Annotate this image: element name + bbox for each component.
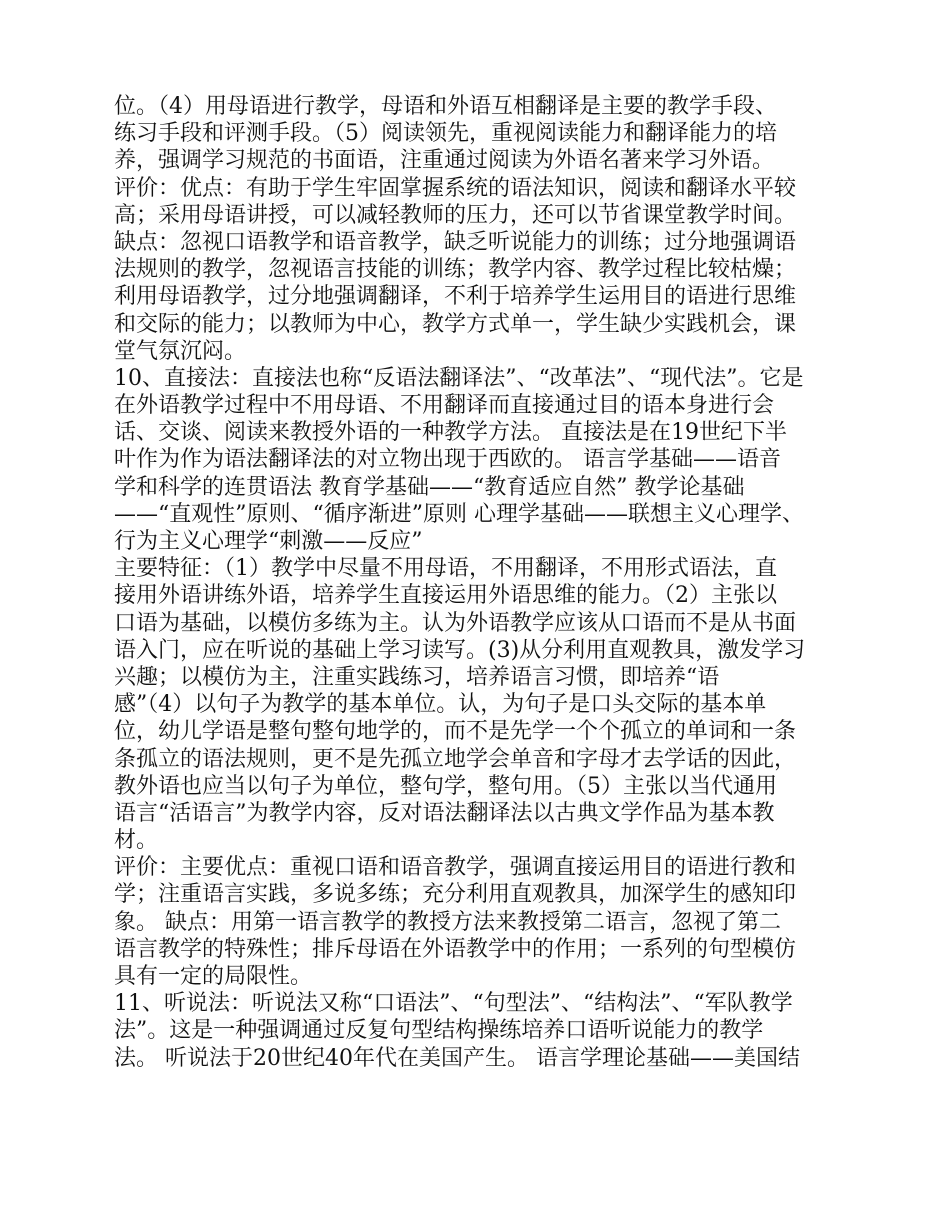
text-line: 条孤立的语法规则，更不是先孤立地学会单音和字母才去学话的因此，	[114, 746, 797, 772]
text-line: 11、听说法：听说法又称“口语法”、“句型法”、“结构法”、“军队教学	[114, 991, 793, 1017]
text-line: 评价：主要优点：重视口语和语音教学，强调直接运用目的语进行教和	[114, 855, 797, 881]
text-line: 主要特征：（1）教学中尽量不用母语，不用翻译，不用形式语法，直	[114, 556, 777, 582]
text-line: 练习手段和评测手段。（5）阅读领先，重视阅读能力和翻译能力的培	[114, 121, 777, 147]
text-line: 语言教学的特殊性；排斥母语在外语教学中的作用；一系列的句型模仿	[114, 936, 797, 962]
text-line: 语入门，应在听说的基础上学习读写。(3)从分利用直观教具，激发学习	[114, 637, 806, 663]
text-line: 位。（4）用母语进行教学，母语和外语互相翻译是主要的教学手段、	[114, 94, 777, 119]
text-line: 话、交谈、阅读来教授外语的一种教学方法。 直接法是在19世纪下半	[114, 420, 787, 446]
text-line: 学；注重语言实践，多说多练；充分利用直观教具，加深学生的感知印	[114, 882, 797, 908]
text-line: 高；采用母语讲授，可以减轻教师的压力，还可以节省课堂教学时间。	[114, 202, 797, 228]
text-line: 兴趣；以模仿为主，注重实践练习，培养语言习惯，即培养“语	[114, 664, 720, 690]
text-line: 语言“活语言”为教学内容，反对语法翻译法以古典文学作品为基本教	[114, 800, 775, 826]
text-line: 象。 缺点：用第一语言教学的教授方法来教授第二语言，忽视了第二	[114, 909, 781, 935]
text-line: 堂气氛沉闷。	[114, 338, 247, 364]
text-line: 养，强调学习规范的书面语，注重通过阅读为外语名著来学习外语。	[114, 148, 775, 174]
text-line: 接用外语讲练外语，培养学生直接运用外语思维的能力。（2）主张以	[114, 583, 777, 609]
text-line: 和交际的能力；以教师为中心，教学方式单一，学生缺少实践机会，课	[114, 311, 797, 337]
text-line: 法。 听说法于20世纪40年代在美国产生。 语言学理论基础——美国结	[114, 1045, 800, 1071]
text-line: ——“直观性”原则、“循序渐进”原则 心理学基础——联想主义心理学、	[114, 501, 804, 527]
text-line: 在外语教学过程中不用母语、不用翻译而直接通过目的语本身进行会	[114, 393, 775, 419]
text-line: 行为主义心理学“刺激——反应”	[114, 529, 423, 554]
text-line: 10、直接法：直接法也称“反语法翻译法”、“改革法”、“现代法”。它是	[114, 365, 804, 391]
text-line: 具有一定的局限性。	[114, 964, 313, 989]
document-page	[114, 93, 844, 1072]
text-line: 教外语也应当以句子为单位，整句学，整句用。（5）主张以当代通用	[114, 773, 777, 799]
text-line: 学和科学的连贯语法 教育学基础——“教育适应自然” 教学论基础	[114, 474, 745, 500]
text-line: 感”（4）以句子为教学的基本单位。认，为句子是口头交际的基本单	[114, 692, 767, 718]
text-line: 口语为基础，以模仿多练为主。认为外语教学应该从口语而不是从书面	[114, 610, 797, 636]
text-line: 法规则的教学，忽视语言技能的训练；教学内容、教学过程比较枯燥；	[114, 257, 797, 283]
text-line: 法”。这是一种强调通过反复句型结构操练培养口语听说能力的教学	[114, 1018, 764, 1044]
text-line: 缺点：忽视口语教学和语音教学，缺乏听说能力的训练；过分地强调语	[114, 229, 797, 255]
text-line: 利用母语教学，过分地强调翻译，不利于培养学生运用目的语进行思维	[114, 284, 797, 310]
text-line: 位，幼儿学语是整句整句地学的，而不是先学一个个孤立的单词和一条	[114, 719, 797, 745]
text-line: 材。	[114, 828, 159, 854]
text-line: 评价：优点：有助于学生牢固掌握系统的语法知识，阅读和翻译水平较	[114, 175, 797, 201]
text-line: 叶作为作为语法翻译法的对立物出现于西欧的。 语言学基础——语音	[114, 447, 781, 473]
